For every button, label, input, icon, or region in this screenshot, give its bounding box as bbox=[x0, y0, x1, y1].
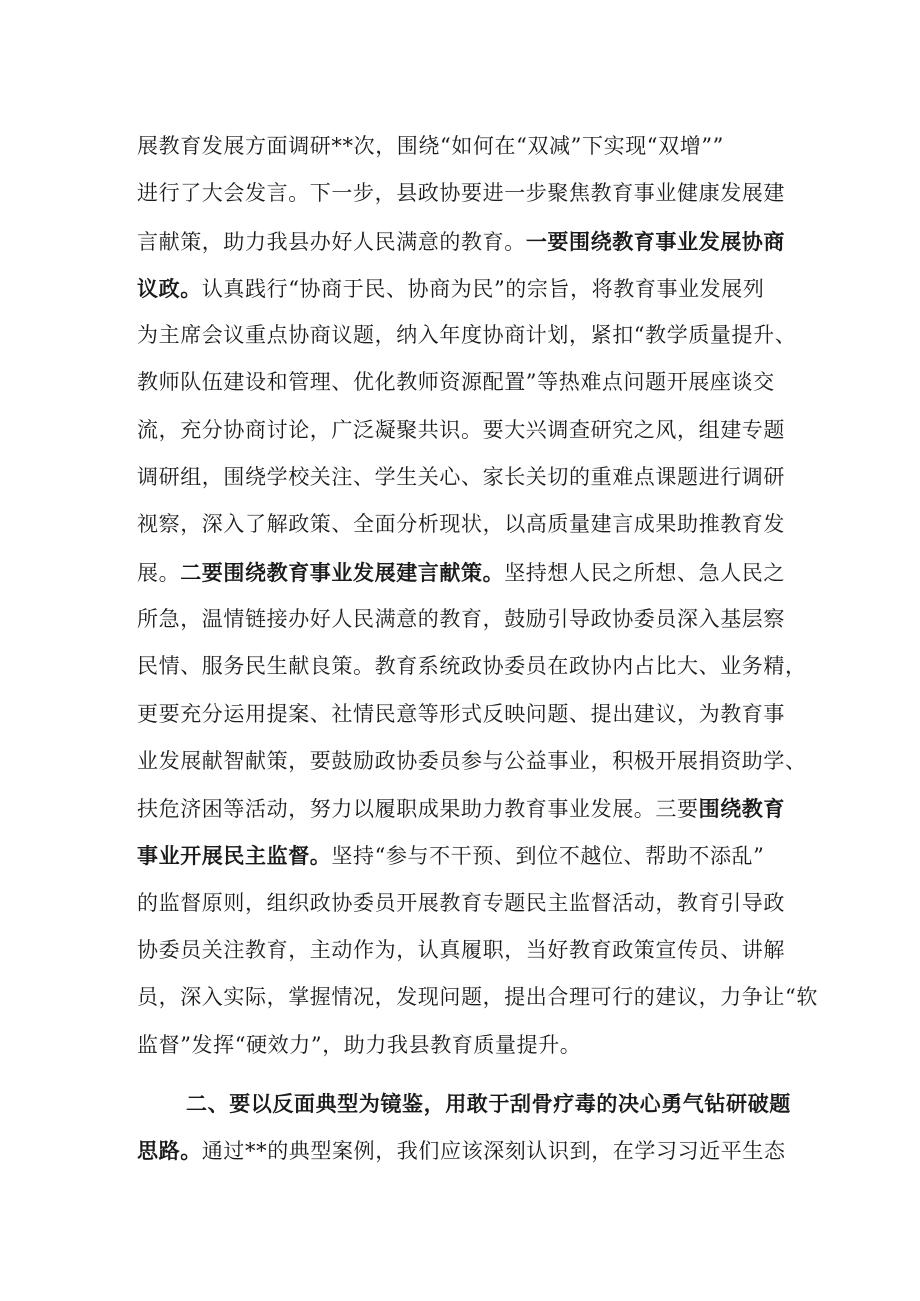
text-line bbox=[137, 1127, 793, 1174]
bold-text-run: 事业开展民主监督。 bbox=[137, 843, 332, 869]
text-run: 更要充分运用提案、社情民意等形式反映问题、提出建议，为教育事 bbox=[137, 701, 785, 726]
text-run: 言献策，助力我县办好人民满意的教育。 bbox=[137, 229, 526, 254]
text-line bbox=[137, 501, 793, 548]
text-line bbox=[137, 643, 807, 690]
text-line bbox=[137, 1022, 793, 1069]
bold-text-run: 围绕教育 bbox=[698, 796, 786, 822]
text-run: 流，充分协商讨论，广泛凝聚共识。要大兴调查研究之风，组建专题 bbox=[137, 417, 785, 442]
text-run: 业发展献智献策，要鼓励政协委员参与公益事业，积极开展捐资助学、 bbox=[137, 748, 807, 773]
text-line bbox=[137, 785, 793, 832]
body-paragraph-2 bbox=[137, 1080, 793, 1175]
text-run: 进行了大会发言。下一步，县政协要进一步聚焦教育事业健康发展建 bbox=[137, 181, 785, 206]
text-line bbox=[137, 407, 793, 454]
text-line bbox=[137, 454, 793, 501]
bold-text-run: 二、要以反面典型为镜鉴，用敢于刮骨疗毒的决心勇气钻研破题 bbox=[186, 1091, 791, 1116]
text-line bbox=[137, 880, 793, 927]
text-run: 展教育发展方面调研**次，围绕“如何在“双减”下实现“双增”” bbox=[137, 134, 725, 158]
text-run: 所急，温情链接办好人民满意的教育，鼓励引导政协委员深入基层察 bbox=[137, 606, 785, 631]
text-line bbox=[137, 218, 793, 265]
text-line bbox=[137, 927, 793, 974]
text-line bbox=[137, 123, 793, 170]
bold-text-run: 一要围绕教育事业发展协商 bbox=[525, 228, 786, 254]
text-line bbox=[137, 265, 793, 312]
text-line bbox=[137, 549, 793, 596]
text-line bbox=[137, 596, 793, 643]
text-line bbox=[137, 170, 793, 217]
text-run: 视察，深入了解政策、全面分析现状，以高质量建言成果助推教育发 bbox=[137, 512, 785, 537]
text-line bbox=[137, 312, 797, 359]
text-line bbox=[137, 691, 793, 738]
text-run: 展。 bbox=[137, 560, 181, 585]
text-run: 通过**的典型案例，我们应该深刻认识到，在学习习近平生态 bbox=[201, 1139, 786, 1164]
text-line bbox=[137, 359, 793, 406]
bold-text-run: 思路。 bbox=[137, 1138, 202, 1164]
text-run: 监督”发挥“硬效力”，助力我县教育质量提升。 bbox=[137, 1032, 582, 1057]
text-line bbox=[137, 974, 818, 1021]
text-run: 坚持想人民之所想、急人民之 bbox=[504, 560, 786, 585]
text-run: 协委员关注教育，主动作为，认真履职，当好教育政策宣传员、讲解 bbox=[137, 938, 785, 963]
text-run: 员，深入实际，掌握情况，发现问题，提出合理可行的建议，力争让“软 bbox=[137, 985, 818, 1010]
text-run: 民情、服务民生献良策。教育系统政协委员在政协内占比大、业务精， bbox=[137, 654, 807, 679]
text-run: 教师队伍建设和管理、优化教师资源配置”等热难点问题开展座谈交 bbox=[137, 370, 775, 395]
text-run: 的监督原则，组织政协委员开展教育专题民主监督活动，教育引导政 bbox=[137, 890, 785, 915]
text-run: 为主席会议重点协商议题，纳入年度协商计划，紧扣“教学质量提升、 bbox=[137, 323, 797, 348]
text-run: 调研组，围绕学校关注、学生关心、家长关切的重难点课题进行调研 bbox=[137, 465, 785, 490]
text-line bbox=[137, 1080, 793, 1127]
text-line bbox=[137, 738, 807, 785]
bold-text-run: 二要围绕教育事业发展建言献策。 bbox=[180, 559, 505, 585]
text-run: 坚持“参与不干预、到位不越位、帮助不添乱” bbox=[331, 844, 765, 869]
bold-text-run: 议政。 bbox=[137, 275, 202, 301]
text-line bbox=[137, 832, 793, 879]
text-run: 认真践行“协商于民、协商为民”的宗旨，将教育事业发展列 bbox=[201, 276, 765, 301]
text-run: 扶危济困等活动，努力以履职成果助力教育事业发展。三要 bbox=[137, 797, 699, 822]
body-paragraph-1 bbox=[137, 123, 818, 1069]
